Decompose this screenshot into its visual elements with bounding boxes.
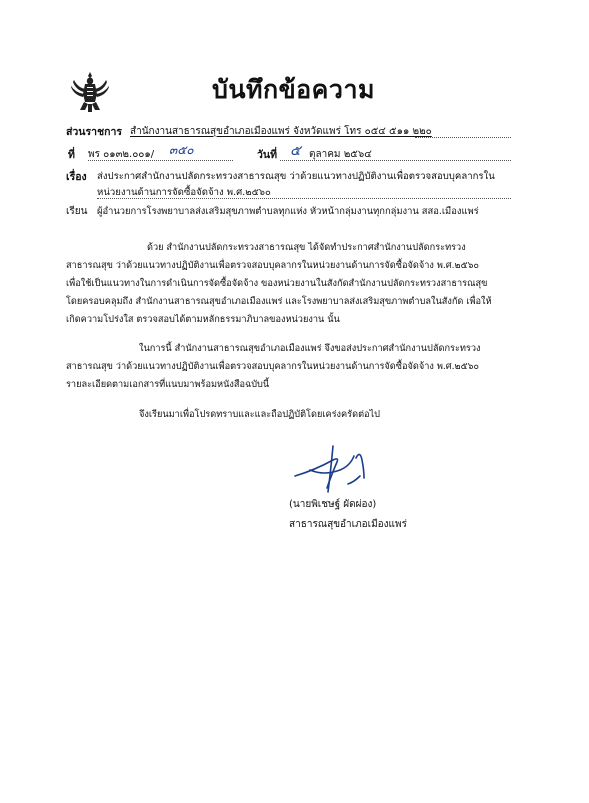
addressee-value: ผู้อำนวยการโรงพยาบาลส่งเสริมสุขภาพตำบลทุกแห่ง หัวหน้ากลุ่มงานทุกกลุ่มงาน สสอ.เมืองแพร่ <box>97 206 479 217</box>
memo-title: บันทึกข้อความ <box>212 75 375 104</box>
section-underline <box>415 137 511 138</box>
signatory-name: (นายพิเชษฐ์ ผัดผ่อง) <box>289 499 377 510</box>
ref-handwritten-number: ๓๕๐ <box>169 143 194 157</box>
handwritten-signature <box>290 432 390 502</box>
closing-line: จึงเรียนมาเพื่อโปรดทราบและและถือปฏิบัติโดยเคร่งครัดต่อไป <box>139 409 381 420</box>
para1-line: ด้วย สำนักงานปลัดกระทรวงสาธารณสุข ได้จัดทำประกาศสำนักงานปลัดกระทรวง <box>147 242 466 253</box>
section-label: ส่วนราชการ <box>66 126 123 138</box>
date-underline <box>280 160 511 161</box>
date-value: ตุลาคม ๒๕๖๔ <box>309 149 372 160</box>
para1-line: สาธารณสุข ว่าด้วยแนวทางปฏิบัติงานเพื่อตรวจสอบบุคลากรในหน่วยงานด้านการจัดซื้อจัดจ้าง พ.ศ.๒๕๖๐ <box>66 260 480 271</box>
subject-line-2: หน่วยงานด้านการจัดซื้อจัดจ้าง พ.ศ.๒๕๖๐ <box>97 187 271 198</box>
para2-line: ในการนี้ สำนักงานสาธารณสุขอำเภอเมืองแพร่ จึงขอส่งประกาศสำนักงานปลัดกระทรวง <box>139 343 481 354</box>
date-handwritten-day: ๕ <box>290 143 301 159</box>
para1-line: โดยครอบคลุมถึง สำนักงานสาธารณสุขอำเภอเมืองแพร่ และโรงพยาบาลส่งเสริมสุขภาพตำบลในสังกัด เพื่อให้ <box>66 296 492 307</box>
signatory-position: สาธารณสุขอำเภอเมืองแพร่ <box>289 519 407 530</box>
para2-line: รายละเอียดตามเอกสารที่แนบมาพร้อมหนังสือฉบับนี้ <box>66 379 270 390</box>
subject-label: เรื่อง <box>66 171 87 183</box>
para2-line: สาธารณสุข ว่าด้วยแนวทางปฏิบัติงานเพื่อตรวจสอบบุคลากรในหน่วยงานด้านการจัดซื้อจัดจ้าง พ.ศ.๒๕๖๐ <box>66 361 480 372</box>
para1-line: เพื่อใช้เป็นแนวทางในการดำเนินการจัดซื้อจัดจ้าง ของหน่วยงานในสังกัดสำนักงานปลัดกระทรวงสาธารณสุข <box>66 278 488 289</box>
subject-underline <box>97 198 511 199</box>
garuda-emblem-icon <box>68 70 112 114</box>
para1-line: เกิดความโปร่งใส ตรวจสอบได้ตามหลักธรรมาภิบาลของหน่วยงาน นั้น <box>66 314 340 325</box>
ref-underline <box>88 160 233 161</box>
date-label: วันที่ <box>257 149 277 161</box>
addressee-label: เรียน <box>66 206 88 217</box>
ref-value: พร ๐๑๓๒.๐๐๑/ <box>88 149 155 160</box>
subject-line-1: ส่งประกาศสำนักงานปลัดกระทรวงสาธารณสุข ว่าด้วยแนวทางปฏิบัติงานเพื่อตรวจสอบบุคลากรใน <box>97 171 495 182</box>
section-value: สำนักงานสาธารณสุขอำเภอเมืองแพร่ จังหวัดแพร่ โทร ๐๕๔ ๕๑๑ ๒๒๐ <box>130 126 432 137</box>
ref-label: ที่ <box>68 149 75 161</box>
